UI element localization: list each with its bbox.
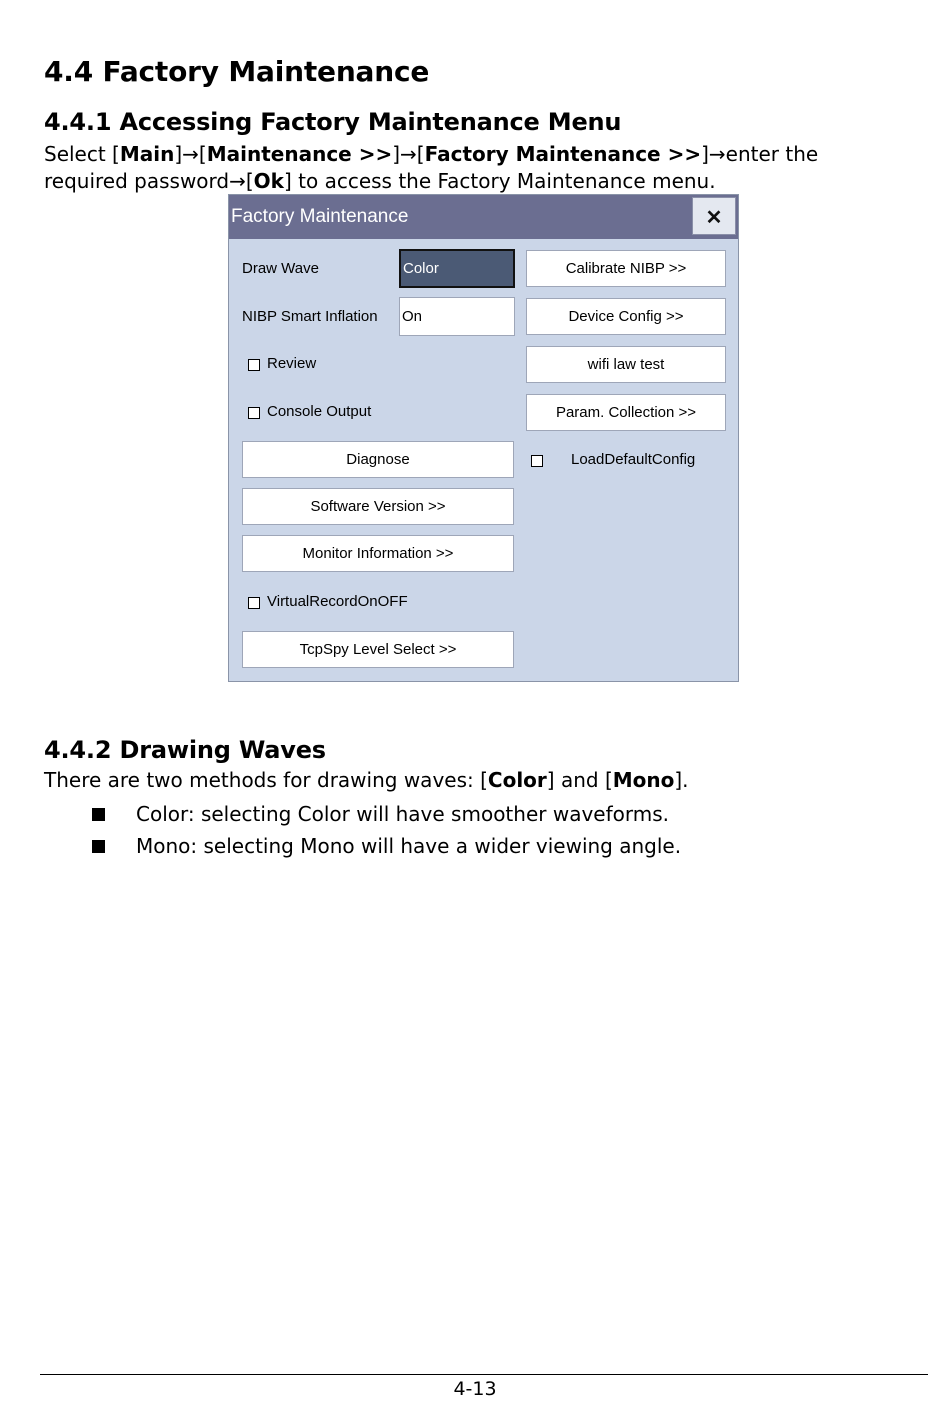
tcpspy-level-select-button[interactable]: TcpSpy Level Select >> [242,631,514,668]
subsection-title-access: 4.4.1 Accessing Factory Maintenance Menu [44,108,622,136]
software-version-button[interactable]: Software Version >> [242,488,514,525]
console-output-label: Console Output [267,403,372,420]
virtual-record-label: VirtualRecordOnOFF [267,593,408,610]
nibp-smart-inflation-label: NIBP Smart Inflation [242,308,378,325]
load-default-config-label: LoadDefaultConfig [571,451,696,468]
list-item: Color: selecting Color will have smoother waveforms. [90,798,681,830]
drawing-instructions: There are two methods for drawing waves: [Color] and [Mono]. [44,768,689,792]
square-bullet-icon [92,808,105,821]
calibrate-nibp-button[interactable]: Calibrate NIBP >> [526,250,726,287]
square-bullet-icon [92,840,105,853]
wifi-law-test-button[interactable]: wifi law test [526,346,726,383]
load-default-config-checkbox[interactable] [531,455,543,467]
review-label: Review [267,355,317,372]
param-collection-button[interactable]: Param. Collection >> [526,394,726,431]
diagnose-button[interactable]: Diagnose [242,441,514,478]
subsection-title-drawing: 4.4.2 Drawing Waves [44,736,326,764]
dialog-title: Factory Maintenance [231,206,409,227]
monitor-information-button[interactable]: Monitor Information >> [242,535,514,572]
footer-rule [40,1374,928,1375]
device-config-button[interactable]: Device Config >> [526,298,726,335]
factory-maintenance-dialog [228,194,739,682]
section-title: 4.4 Factory Maintenance [44,55,430,88]
close-icon: ✕ [705,207,723,229]
drawing-methods-list [90,798,681,862]
virtual-record-checkbox[interactable] [248,597,260,609]
dialog-title-bar [229,195,738,239]
close-button[interactable] [692,197,736,235]
list-item: Mono: selecting Mono will have a wider viewing angle. [90,830,681,862]
review-checkbox[interactable] [248,359,260,371]
page-number: 4-13 [453,1378,497,1400]
console-output-checkbox[interactable] [248,407,260,419]
nibp-smart-inflation-select[interactable]: On [399,297,515,336]
draw-wave-label: Draw Wave [242,260,319,277]
access-instructions: Select [Main]→[Maintenance >>]→[Factory Maintenance >>]→enter the required password→[Ok] to access the Factory Maintenance menu. [44,142,819,193]
draw-wave-select[interactable]: Color [399,249,515,288]
